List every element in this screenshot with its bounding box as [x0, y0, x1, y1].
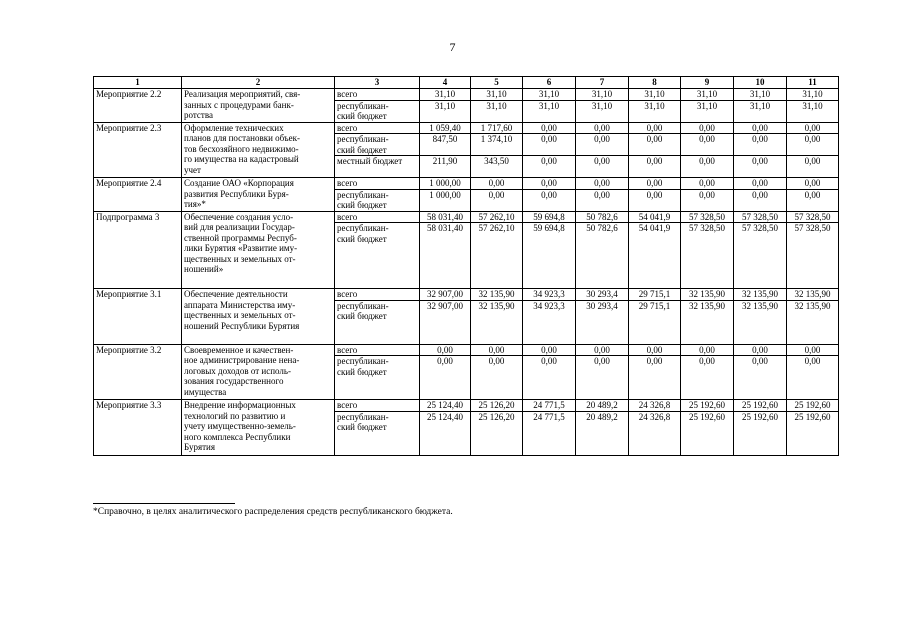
- col-header: 2: [182, 77, 335, 89]
- funding-source: республикан- ский бюджет: [335, 356, 420, 400]
- value-cell: 30 293,4: [576, 300, 629, 344]
- funding-source: республикан- ский бюджет: [335, 100, 420, 122]
- funding-source: всего: [335, 344, 420, 356]
- value-cell: 0,00: [681, 344, 734, 356]
- value-cell: 30 293,4: [576, 289, 629, 301]
- value-cell: 25 126,20: [471, 411, 523, 455]
- value-cell: 54 041,9: [629, 211, 681, 223]
- funding-source: всего: [335, 89, 420, 101]
- value-cell: 34 923,3: [523, 289, 576, 301]
- value-cell: 0,00: [681, 356, 734, 400]
- value-cell: 50 782,6: [576, 223, 629, 289]
- value-cell: 29 715,1: [629, 289, 681, 301]
- value-cell: 24 326,8: [629, 400, 681, 412]
- value-cell: 57 328,50: [681, 223, 734, 289]
- value-cell: 0,00: [471, 189, 523, 211]
- value-cell: 32 135,90: [471, 289, 523, 301]
- value-cell: 31,10: [576, 100, 629, 122]
- value-cell: 20 489,2: [576, 411, 629, 455]
- value-cell: 0,00: [787, 122, 839, 134]
- value-cell: 1 059,40: [420, 122, 471, 134]
- value-cell: 57 328,50: [787, 211, 839, 223]
- row-name: Оформление технических планов для постановки объек- тов бесхозяйного недвижимо- го имущества на кадастровый учет: [182, 122, 335, 178]
- value-cell: 32 135,90: [734, 300, 787, 344]
- value-cell: 0,00: [734, 156, 787, 178]
- value-cell: 0,00: [471, 344, 523, 356]
- value-cell: 0,00: [576, 344, 629, 356]
- col-header: 3: [335, 77, 420, 89]
- funding-source: всего: [335, 178, 420, 190]
- value-cell: 31,10: [629, 89, 681, 101]
- row-code: Мероприятие 2.4: [94, 178, 182, 212]
- value-cell: 0,00: [787, 178, 839, 190]
- table-row: [94, 178, 839, 190]
- value-cell: 0,00: [523, 178, 576, 190]
- budget-table: [93, 76, 839, 456]
- table-row: [94, 400, 839, 412]
- value-cell: 0,00: [787, 134, 839, 156]
- value-cell: 847,50: [420, 134, 471, 156]
- value-cell: 32 135,90: [681, 289, 734, 301]
- value-cell: 0,00: [576, 356, 629, 400]
- value-cell: 31,10: [681, 89, 734, 101]
- value-cell: 24 771,5: [523, 400, 576, 412]
- value-cell: 0,00: [523, 134, 576, 156]
- value-cell: 1 374,10: [471, 134, 523, 156]
- funding-source: республикан- ский бюджет: [335, 134, 420, 156]
- row-name: Реализация мероприятий, свя- занных с процедурами банк- ротства: [182, 89, 335, 123]
- value-cell: 0,00: [681, 156, 734, 178]
- col-header: 6: [523, 77, 576, 89]
- value-cell: 54 041,9: [629, 223, 681, 289]
- value-cell: 0,00: [629, 356, 681, 400]
- row-code: Мероприятие 3.1: [94, 289, 182, 345]
- value-cell: 32 135,90: [734, 289, 787, 301]
- value-cell: 29 715,1: [629, 300, 681, 344]
- value-cell: 31,10: [420, 100, 471, 122]
- value-cell: 0,00: [523, 122, 576, 134]
- value-cell: 31,10: [420, 89, 471, 101]
- value-cell: 211,90: [420, 156, 471, 178]
- value-cell: 57 328,50: [734, 223, 787, 289]
- value-cell: 20 489,2: [576, 400, 629, 412]
- value-cell: 0,00: [629, 156, 681, 178]
- value-cell: 50 782,6: [576, 211, 629, 223]
- funding-source: республикан- ский бюджет: [335, 189, 420, 211]
- row-code: Подпрограмма 3: [94, 211, 182, 289]
- funding-source: местный бюджет: [335, 156, 420, 178]
- value-cell: 0,00: [734, 122, 787, 134]
- value-cell: 31,10: [523, 100, 576, 122]
- value-cell: 0,00: [681, 189, 734, 211]
- table-row: [94, 211, 839, 223]
- value-cell: 0,00: [576, 178, 629, 190]
- value-cell: 24 771,5: [523, 411, 576, 455]
- value-cell: 58 031,40: [420, 223, 471, 289]
- value-cell: 0,00: [523, 344, 576, 356]
- value-cell: 0,00: [681, 122, 734, 134]
- table-row: [94, 344, 839, 356]
- value-cell: 0,00: [629, 134, 681, 156]
- value-cell: 31,10: [734, 100, 787, 122]
- value-cell: 32 907,00: [420, 300, 471, 344]
- table-row: [94, 89, 839, 101]
- row-code: Мероприятие 3.2: [94, 344, 182, 400]
- value-cell: 57 262,10: [471, 223, 523, 289]
- value-cell: 31,10: [523, 89, 576, 101]
- col-header: 7: [576, 77, 629, 89]
- value-cell: 0,00: [629, 344, 681, 356]
- value-cell: 57 328,50: [734, 211, 787, 223]
- value-cell: 31,10: [734, 89, 787, 101]
- value-cell: 25 192,60: [681, 411, 734, 455]
- value-cell: 32 135,90: [471, 300, 523, 344]
- value-cell: 31,10: [787, 89, 839, 101]
- row-name: Обеспечение создания усло- вий для реализации Государ- ственной программы Респуб- лики Бурятия «Развитие иму- щественных и земельных от- ношений»: [182, 211, 335, 289]
- value-cell: 58 031,40: [420, 211, 471, 223]
- col-header: 10: [734, 77, 787, 89]
- value-cell: 25 124,40: [420, 400, 471, 412]
- funding-source: всего: [335, 400, 420, 412]
- value-cell: 0,00: [629, 122, 681, 134]
- header-row: [94, 77, 839, 89]
- value-cell: 1 000,00: [420, 178, 471, 190]
- value-cell: 0,00: [629, 178, 681, 190]
- value-cell: 31,10: [471, 89, 523, 101]
- value-cell: 25 192,60: [734, 411, 787, 455]
- value-cell: 0,00: [523, 156, 576, 178]
- footnote: *Справочно, в целях аналитического распределения средств республиканского бюджета.: [93, 507, 453, 517]
- value-cell: 1 000,00: [420, 189, 471, 211]
- value-cell: 0,00: [576, 189, 629, 211]
- value-cell: 0,00: [787, 189, 839, 211]
- value-cell: 31,10: [787, 100, 839, 122]
- value-cell: 57 328,50: [787, 223, 839, 289]
- funding-source: всего: [335, 122, 420, 134]
- value-cell: 25 192,60: [787, 411, 839, 455]
- row-name: Обеспечение деятельности аппарата Министерства иму- щественных и земельных от- ношений Республики Бурятия: [182, 289, 335, 345]
- funding-source: всего: [335, 211, 420, 223]
- value-cell: 31,10: [681, 100, 734, 122]
- value-cell: 0,00: [471, 356, 523, 400]
- row-name: Внедрение информационных технологий по развитию и учету имущественно-земель- ного комплекса Республики Бурятия: [182, 400, 335, 456]
- page-number: 7: [449, 40, 456, 54]
- value-cell: 57 328,50: [681, 211, 734, 223]
- value-cell: 0,00: [734, 178, 787, 190]
- col-header: 4: [420, 77, 471, 89]
- value-cell: 32 135,90: [681, 300, 734, 344]
- value-cell: 0,00: [629, 189, 681, 211]
- table-body: [94, 89, 839, 456]
- row-name: Своевременное и качествен- ное администрирование нена- логовых доходов от исполь- зования государственного имущества: [182, 344, 335, 400]
- col-header: 9: [681, 77, 734, 89]
- value-cell: 25 192,60: [681, 400, 734, 412]
- value-cell: 57 262,10: [471, 211, 523, 223]
- funding-source: всего: [335, 289, 420, 301]
- value-cell: 31,10: [629, 100, 681, 122]
- value-cell: 59 694,8: [523, 211, 576, 223]
- value-cell: 1 717,60: [471, 122, 523, 134]
- value-cell: 0,00: [734, 344, 787, 356]
- value-cell: 0,00: [420, 344, 471, 356]
- value-cell: 0,00: [681, 178, 734, 190]
- row-code: Мероприятие 2.2: [94, 89, 182, 123]
- value-cell: 0,00: [681, 134, 734, 156]
- value-cell: 0,00: [576, 122, 629, 134]
- value-cell: 25 192,60: [734, 400, 787, 412]
- value-cell: 25 124,40: [420, 411, 471, 455]
- value-cell: 0,00: [576, 134, 629, 156]
- value-cell: 343,50: [471, 156, 523, 178]
- funding-source: республикан- ский бюджет: [335, 300, 420, 344]
- col-header: 8: [629, 77, 681, 89]
- row-code: Мероприятие 2.3: [94, 122, 182, 178]
- value-cell: 32 907,00: [420, 289, 471, 301]
- value-cell: 32 135,90: [787, 300, 839, 344]
- value-cell: 24 326,8: [629, 411, 681, 455]
- value-cell: 31,10: [576, 89, 629, 101]
- value-cell: 0,00: [523, 189, 576, 211]
- col-header: 5: [471, 77, 523, 89]
- col-header: 11: [787, 77, 839, 89]
- value-cell: 25 192,60: [787, 400, 839, 412]
- value-cell: 0,00: [576, 156, 629, 178]
- value-cell: 0,00: [787, 356, 839, 400]
- value-cell: 0,00: [523, 356, 576, 400]
- footnote-divider: [93, 503, 235, 504]
- value-cell: 0,00: [787, 344, 839, 356]
- table-row: [94, 289, 839, 301]
- value-cell: 59 694,8: [523, 223, 576, 289]
- funding-source: республикан- ский бюджет: [335, 223, 420, 289]
- value-cell: 0,00: [471, 178, 523, 190]
- value-cell: 25 126,20: [471, 400, 523, 412]
- value-cell: 0,00: [734, 134, 787, 156]
- table-row: [94, 122, 839, 134]
- value-cell: 34 923,3: [523, 300, 576, 344]
- value-cell: 0,00: [787, 156, 839, 178]
- row-name: Создание ОАО «Корпорация развития Республики Буря- тия»*: [182, 178, 335, 212]
- col-header: 1: [94, 77, 182, 89]
- value-cell: 0,00: [420, 356, 471, 400]
- value-cell: 32 135,90: [787, 289, 839, 301]
- funding-source: республикан- ский бюджет: [335, 411, 420, 455]
- value-cell: 31,10: [471, 100, 523, 122]
- row-code: Мероприятие 3.3: [94, 400, 182, 456]
- value-cell: 0,00: [734, 189, 787, 211]
- value-cell: 0,00: [734, 356, 787, 400]
